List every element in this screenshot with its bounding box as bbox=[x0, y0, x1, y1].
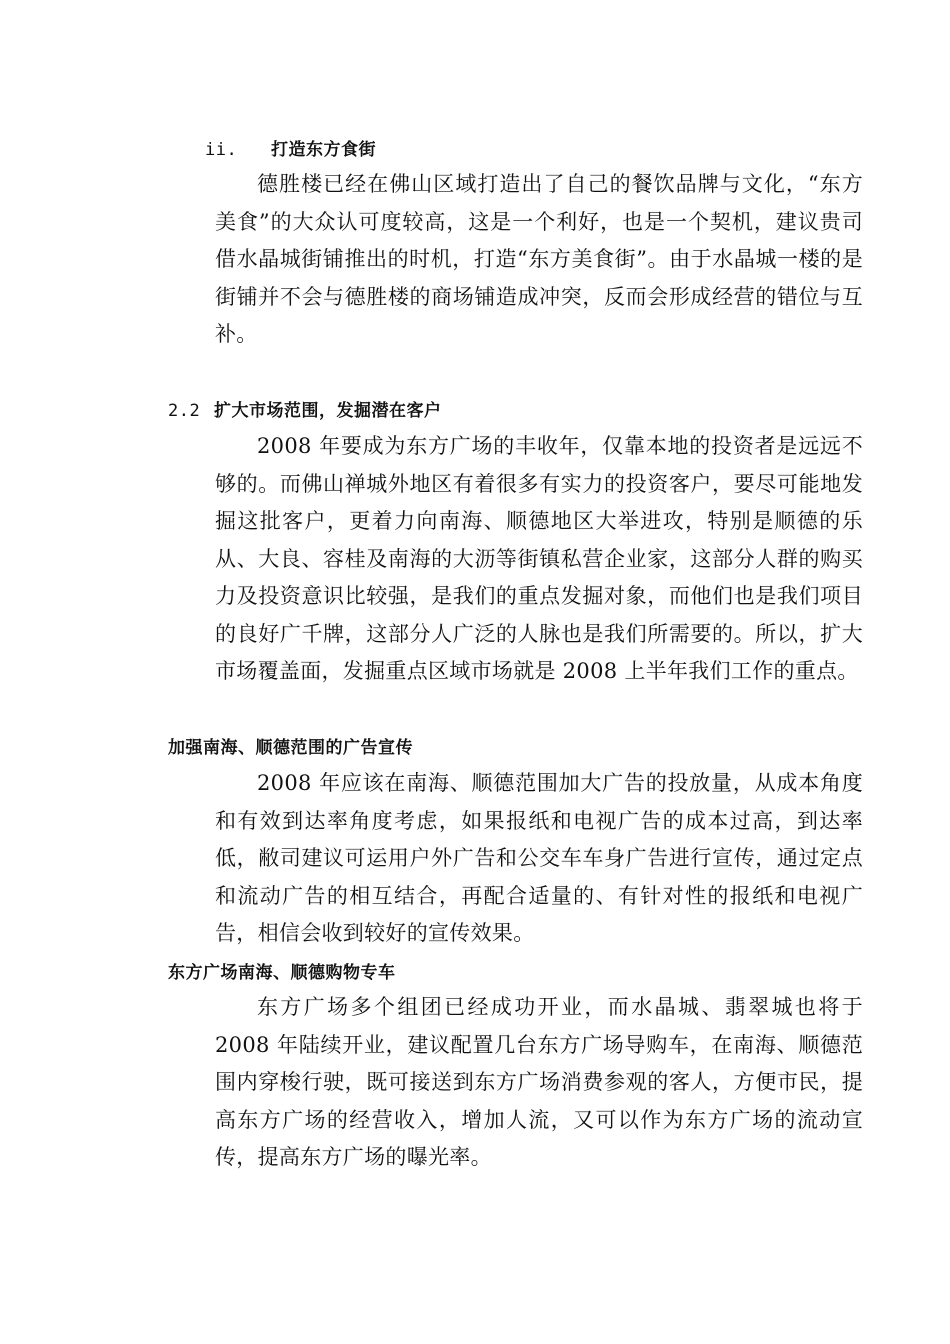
section-number: ii. bbox=[205, 140, 238, 160]
section-title: 加强南海、顺德范围的广告宣传 bbox=[168, 738, 413, 758]
section-heading-shopping-bus bbox=[168, 962, 396, 984]
section-number: 2.2 bbox=[168, 401, 201, 421]
section-title: 东方广场南海、顺德购物专车 bbox=[168, 963, 396, 983]
section-title: 打造东方食街 bbox=[271, 140, 376, 160]
paragraph-oriental-food-street: 德胜楼已经在佛山区域打造出了自己的餐饮品牌与文化，“东方美食”的大众认可度较高，这是一个利好，也是一个契机，建议贵司借水晶城街铺推出的时机，打造“东方美食街”。由于水晶城一楼的是街铺并不会与德胜楼的商场铺造成冲突，反而会形成经营的错位与互补。 bbox=[215, 172, 863, 346]
paragraph-advertising: 2008 年应该在南海、顺德范围加大广告的投放量，从成本角度和有效到达率角度考虑，如果报纸和电视广告的成本过高，到达率低，敝司建议可运用户外广告和公交车车身广告进行宣传，通过定点和流动广告的相互结合，再配合适量的、有针对性的报纸和电视广告，相信会收到较好的宣传效果。 bbox=[215, 771, 863, 945]
section-heading-advertising bbox=[168, 737, 413, 759]
paragraph-shopping-bus: 东方广场多个组团已经成功开业，而水晶城、翡翠城也将于 2008 年陆续开业，建议配置几台东方广场导购车，在南海、顺德范围内穿梭行驶，既可接送到东方广场消费参观的客人，方便市民，提高东方广场的经营收入，增加人流，又可以作为东方广场的流动宣传，提高东方广场的曝光率。 bbox=[215, 995, 863, 1169]
section-title: 扩大市场范围，发掘潜在客户 bbox=[214, 401, 442, 421]
section-heading-2-2 bbox=[168, 400, 442, 422]
section-heading-ii bbox=[205, 139, 376, 161]
paragraph-expand-market: 2008 年要成为东方广场的丰收年，仅靠本地的投资者是远远不够的。而佛山禅城外地区有着很多有实力的投资客户，要尽可能地发掘这批客户，更着力向南海、顺德地区大举进攻，特别是顺德的乐从、大良、容桂及南海的大沥等街镇私营企业家，这部分人群的购买力及投资意识比较强，是我们的重点发掘对象，而他们也是我们项目的良好广千牌，这部分人广泛的人脉也是我们所需要的。所以，扩大市场覆盖面，发掘重点区域市场就是 2008 上半年我们工作的重点。 bbox=[215, 434, 863, 683]
